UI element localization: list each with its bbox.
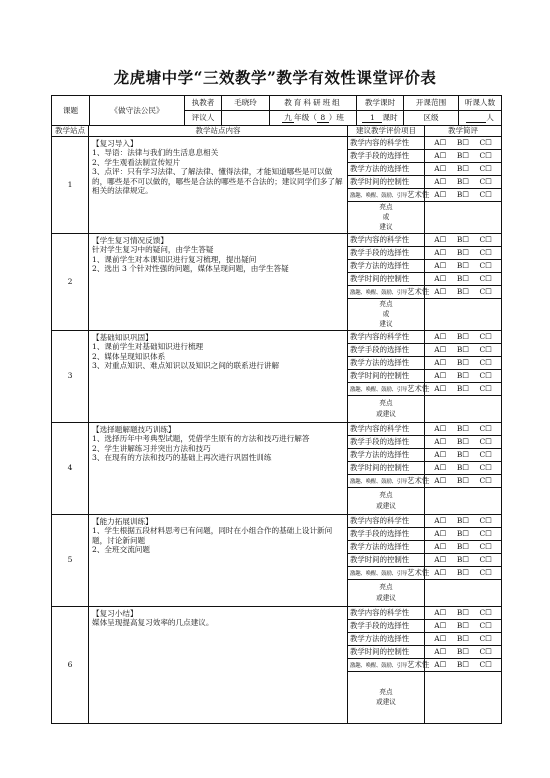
eval-item-label: 教学内容的科学性: [348, 606, 425, 619]
eval-item-label: 教学手段的选择性: [348, 150, 425, 163]
eval-item-label: 教学手段的选择性: [348, 435, 425, 448]
teacher-label: 执教者: [185, 96, 222, 111]
highlight-label-line: 或: [382, 310, 390, 319]
grade-checkbox-a[interactable]: A☐: [434, 450, 447, 460]
grade-checkbox-a[interactable]: A☐: [434, 529, 447, 539]
grade-checkbox-c[interactable]: C☐: [479, 248, 492, 258]
highlight-label-line: 或建议: [376, 593, 396, 602]
eval-grade-cell: [425, 189, 502, 202]
grade-options: [425, 151, 501, 160]
eval-item-label: 教学时间的控制性: [348, 553, 425, 566]
grade-checkbox-b[interactable]: B☐: [456, 476, 469, 486]
content-line: 3、点评：只有学习法律、了解法律、懂得法律，才能知道哪些是可以做的，哪些是不可以做的，哪些是合法的哪些是不合法的；建议同学们多了解相关的法律规定。: [92, 167, 343, 196]
grade-options: [425, 463, 501, 472]
grade-checkbox-c[interactable]: C☐: [479, 463, 492, 473]
eval-item-label: 教学方法的选择性: [348, 632, 425, 645]
grade-checkbox-c[interactable]: C☐: [479, 138, 492, 148]
content-line: 2、学生讲解练习并突出方法和技巧: [92, 443, 211, 453]
eval-item-label: 教学时间的控制性: [348, 176, 425, 189]
grade-checkbox-b[interactable]: B☐: [456, 634, 469, 644]
grade-options: [425, 437, 501, 446]
station-heading: 【复习导入】: [92, 139, 138, 148]
grade-checkbox-a[interactable]: A☐: [434, 516, 447, 526]
eval-grade-cell: [425, 645, 502, 658]
station-number: 1: [52, 137, 89, 234]
grade-options: [425, 529, 501, 538]
grade-checkbox-b[interactable]: B☐: [456, 151, 469, 161]
group-text: 教育科研班组: [284, 98, 342, 108]
eval-item-small-text: 激趣、唤醒、鼓励、引导: [350, 478, 408, 485]
reviewer-label: 评议人: [185, 111, 222, 126]
grade-checkbox-a[interactable]: A☐: [434, 138, 447, 148]
grade-checkbox-c[interactable]: C☐: [479, 542, 492, 552]
eval-item-suffix: 艺术性: [407, 286, 430, 296]
table-row: [52, 422, 502, 435]
eval-item-suffix: 艺术性: [407, 383, 430, 393]
grade-checkbox-b[interactable]: B☐: [456, 608, 469, 618]
station-content: [89, 422, 348, 514]
highlight-input[interactable]: [425, 298, 502, 330]
eval-item-label: [348, 189, 430, 202]
grade-value: 九: [282, 113, 294, 123]
eval-item-label: 教学内容的科学性: [348, 330, 425, 343]
group-label: [270, 96, 357, 111]
grade-checkbox-c[interactable]: C☐: [479, 177, 492, 187]
highlight-label-line: 建议: [379, 223, 393, 232]
class-value: 8: [317, 113, 329, 123]
eval-grade-cell: [425, 632, 502, 645]
station-heading: 【基础知识巩固】: [92, 332, 153, 342]
grade-checkbox-a[interactable]: A☐: [434, 151, 447, 161]
eval-grade-cell: [425, 330, 502, 343]
station-number: 2: [52, 233, 89, 330]
highlight-label-line: 或建议: [376, 698, 396, 707]
eval-grade-cell: [425, 461, 502, 474]
eval-item-label: 教学内容的科学性: [348, 233, 425, 246]
eval-item-label: [348, 474, 430, 487]
grade-options: [425, 138, 501, 147]
grade-checkbox-a[interactable]: A☐: [434, 261, 447, 271]
content-line: 1、学生根据五段材料思考已有问题，同时在小组合作的基础上设计新问题，讨论新问题: [92, 526, 333, 545]
grade-checkbox-c[interactable]: C☐: [479, 424, 492, 434]
grade-checkbox-c[interactable]: C☐: [479, 345, 492, 355]
grade-checkbox-c[interactable]: C☐: [479, 332, 492, 342]
highlight-label-line: 亮点: [379, 583, 393, 592]
eval-grade-cell: [425, 474, 502, 487]
grade-checkbox-b[interactable]: B☐: [456, 621, 469, 631]
grade-checkbox-c[interactable]: C☐: [479, 660, 492, 670]
grade-options: [425, 647, 501, 656]
content-column-header: 教学站点内容: [89, 126, 348, 137]
grade-checkbox-b[interactable]: B☐: [456, 261, 469, 271]
grade-checkbox-b[interactable]: B☐: [456, 555, 469, 565]
grade-checkbox-b[interactable]: B☐: [456, 235, 469, 245]
grade-checkbox-a[interactable]: A☐: [434, 476, 447, 486]
grade-options: [425, 358, 501, 367]
grade-checkbox-a[interactable]: A☐: [434, 424, 447, 434]
eval-grade-cell: [425, 150, 502, 163]
grade-checkbox-b[interactable]: B☐: [456, 164, 469, 174]
eval-item-small-text: 激趣、唤醒、鼓励、引导: [350, 662, 408, 669]
content-line: 媒体呈现提高复习效率的几点建议。: [92, 618, 214, 628]
eval-item-suffix: 艺术性: [407, 190, 430, 200]
eval-item-small-text: 激趣、唤醒、鼓励、引导: [350, 386, 408, 393]
content-line: 针对学生复习中的疑问，由学生答疑: [92, 245, 214, 255]
eval-item-label: 教学时间的控制性: [348, 369, 425, 382]
grade-checkbox-a[interactable]: A☐: [434, 621, 447, 631]
highlight-input[interactable]: [425, 579, 502, 606]
eval-grade-cell: [425, 619, 502, 632]
grade-class-cell: 九 年级（ 8 ）班: [270, 111, 357, 126]
grade-options: [425, 568, 501, 577]
station-column-header: 教学站点: [52, 126, 89, 137]
grade-checkbox-a[interactable]: A☐: [434, 555, 447, 565]
eval-grade-cell: [425, 527, 502, 540]
eval-item-suffix: 艺术性: [407, 659, 430, 669]
highlight-label-line: 建议: [379, 320, 393, 329]
attendees-value-cell: 人: [459, 111, 502, 126]
grade-checkbox-c[interactable]: C☐: [479, 287, 492, 297]
header-table: [51, 95, 502, 126]
highlight-label-line: 或: [382, 213, 390, 222]
eval-item-label: 教学方法的选择性: [348, 540, 425, 553]
grade-options: [425, 476, 501, 485]
grade-checkbox-b[interactable]: B☐: [456, 450, 469, 460]
grade-checkbox-a[interactable]: A☐: [434, 190, 447, 200]
station-content: [89, 330, 348, 422]
eval-item-label: 教学手段的选择性: [348, 246, 425, 259]
grade-checkbox-b[interactable]: B☐: [456, 287, 469, 297]
grade-checkbox-c[interactable]: C☐: [479, 151, 492, 161]
grade-checkbox-a[interactable]: A☐: [434, 371, 447, 381]
grade-options: [425, 345, 501, 354]
content-line: 1、选择历年中考典型试题，凭借学生原有的方法和技巧进行解答: [92, 434, 310, 444]
grade-checkbox-a[interactable]: A☐: [434, 437, 447, 447]
grade-options: [425, 516, 501, 525]
eval-item-label: 教学方法的选择性: [348, 259, 425, 272]
content-line: 1、导语：法律与我们的生活息息相关: [92, 148, 219, 158]
grade-checkbox-a[interactable]: A☐: [434, 177, 447, 187]
table-row: [52, 514, 502, 527]
eval-item-small-text: 激趣、唤醒、鼓励、引导: [350, 570, 408, 577]
table-row: [52, 330, 502, 343]
eval-item-label: 教学内容的科学性: [348, 514, 425, 527]
eval-grade-cell: [425, 514, 502, 527]
grade-checkbox-c[interactable]: C☐: [479, 634, 492, 644]
grade-checkbox-a[interactable]: A☐: [434, 164, 447, 174]
content-line: 1、课前学生对本课知识进行复习梳理，提出疑问: [92, 254, 257, 264]
grade-checkbox-c[interactable]: C☐: [479, 190, 492, 200]
grade-options: [425, 274, 501, 283]
hours-label: 教学课时: [357, 96, 404, 111]
grade-checkbox-a[interactable]: A☐: [434, 634, 447, 644]
station-heading: 【选择题解题技巧训练】: [92, 424, 176, 434]
content-line: 2、学生观看法制宣传短片: [92, 157, 181, 167]
eval-item-label: 教学内容的科学性: [348, 137, 425, 150]
grade-checkbox-b[interactable]: B☐: [456, 660, 469, 670]
eval-grade-cell: [425, 285, 502, 298]
station-content: [89, 137, 348, 234]
eval-grade-cell: [425, 246, 502, 259]
grade-checkbox-b[interactable]: B☐: [456, 384, 469, 394]
grade-checkbox-a[interactable]: A☐: [434, 345, 447, 355]
eval-item-label: [348, 566, 430, 579]
eval-item-label: 教学时间的控制性: [348, 272, 425, 285]
grade-checkbox-c[interactable]: C☐: [479, 358, 492, 368]
station-heading: 【能力拓展训练】: [92, 516, 153, 526]
grade-checkbox-b[interactable]: B☐: [456, 529, 469, 539]
grade-checkbox-b[interactable]: B☐: [456, 345, 469, 355]
content-line: 2、全班交流问题: [92, 545, 150, 555]
grade-checkbox-b[interactable]: B☐: [456, 424, 469, 434]
grade-options: [425, 542, 501, 551]
grade-checkbox-c[interactable]: C☐: [479, 647, 492, 657]
grade-checkbox-b[interactable]: B☐: [456, 371, 469, 381]
grade-checkbox-a[interactable]: A☐: [434, 660, 447, 670]
grade-options: [425, 248, 501, 257]
eval-grade-cell: [425, 356, 502, 369]
eval-grade-cell: [425, 259, 502, 272]
eval-grade-cell: [425, 369, 502, 382]
eval-column-header: 教学简评: [425, 126, 502, 137]
content-line: 1、课前学生对基础知识进行梳理: [92, 342, 204, 352]
eval-grade-cell: [425, 137, 502, 150]
highlight-label: [348, 487, 425, 514]
highlight-label: [348, 202, 425, 234]
grade-checkbox-c[interactable]: C☐: [479, 529, 492, 539]
grade-checkbox-c[interactable]: C☐: [479, 164, 492, 174]
grade-options: [425, 261, 501, 270]
highlight-input[interactable]: [425, 202, 502, 234]
eval-item-small-text: 激趣、唤醒、鼓励、引导: [350, 193, 408, 200]
grade-checkbox-a[interactable]: A☐: [434, 332, 447, 342]
grade-checkbox-c[interactable]: C☐: [479, 476, 492, 486]
eval-grade-cell: [425, 422, 502, 435]
hours-value: 1: [362, 113, 382, 123]
highlight-label: [348, 395, 425, 422]
station-content: [89, 606, 348, 723]
grade-checkbox-a[interactable]: A☐: [434, 248, 447, 258]
grade-checkbox-a[interactable]: A☐: [434, 287, 447, 297]
grade-checkbox-b[interactable]: B☐: [456, 568, 469, 578]
highlight-label-line: 亮点: [379, 299, 393, 308]
grade-checkbox-c[interactable]: C☐: [479, 516, 492, 526]
scope-label: 开课范围: [404, 96, 459, 111]
grade-checkbox-b[interactable]: B☐: [456, 358, 469, 368]
eval-grade-cell: [425, 566, 502, 579]
eval-grade-cell: [425, 343, 502, 356]
eval-grade-cell: [425, 272, 502, 285]
grade-checkbox-b[interactable]: B☐: [456, 437, 469, 447]
highlight-label-line: 亮点: [379, 687, 393, 696]
eval-grade-cell: [425, 233, 502, 246]
grade-checkbox-c[interactable]: C☐: [479, 261, 492, 271]
grade-checkbox-c[interactable]: C☐: [479, 568, 492, 578]
eval-item-label: 教学方法的选择性: [348, 163, 425, 176]
content-line: 3、在现有的方法和技巧的基础上再次进行巩固性训练: [92, 453, 272, 463]
grade-checkbox-c[interactable]: C☐: [479, 235, 492, 245]
eval-item-label: 教学手段的选择性: [348, 343, 425, 356]
grade-options: [425, 164, 501, 173]
eval-item-label: 教学手段的选择性: [348, 619, 425, 632]
eval-item-small-text: 激趣、唤醒、鼓励、引导: [350, 289, 408, 296]
evaluation-table: [51, 125, 502, 724]
eval-grade-cell: [425, 448, 502, 461]
eval-item-label: [348, 382, 430, 395]
hours-value-cell: 1 课时: [357, 111, 404, 126]
grade-options: [425, 450, 501, 459]
grade-checkbox-b[interactable]: B☐: [456, 516, 469, 526]
eval-item-label: 教学方法的选择性: [348, 356, 425, 369]
grade-checkbox-c[interactable]: C☐: [479, 274, 492, 284]
station-number: 6: [52, 606, 89, 723]
topic-label: 课题: [52, 96, 90, 126]
eval-item-suffix: 艺术性: [407, 567, 430, 577]
station-number: 4: [52, 422, 89, 514]
grade-checkbox-b[interactable]: B☐: [456, 463, 469, 473]
grade-checkbox-c[interactable]: C☐: [479, 371, 492, 381]
station-heading: 【复习小结】: [92, 608, 138, 618]
grade-options: [425, 332, 501, 341]
station-number: 3: [52, 330, 89, 422]
grade-checkbox-b[interactable]: B☐: [456, 177, 469, 187]
grade-checkbox-a[interactable]: A☐: [434, 384, 447, 394]
table-row: [52, 233, 502, 246]
grade-checkbox-a[interactable]: A☐: [434, 608, 447, 618]
grade-options: [425, 384, 501, 393]
eval-item-label: 教学时间的控制性: [348, 645, 425, 658]
teacher-value: 毛晓玲: [222, 96, 270, 111]
highlight-label-line: 亮点: [379, 491, 393, 500]
eval-grade-cell: [425, 658, 502, 671]
highlight-label: [348, 579, 425, 606]
station-heading: 【学生复习情况反馈】: [92, 235, 168, 245]
eval-item-label: 教学方法的选择性: [348, 448, 425, 461]
highlight-input[interactable]: [425, 395, 502, 422]
grade-options: [425, 177, 501, 186]
eval-item-label: 教学时间的控制性: [348, 461, 425, 474]
grade-checkbox-a[interactable]: A☐: [434, 235, 447, 245]
highlight-label: [348, 298, 425, 330]
highlight-label-line: 亮点: [379, 203, 393, 211]
grade-checkbox-a[interactable]: A☐: [434, 647, 447, 657]
highlight-input[interactable]: [425, 487, 502, 514]
eval-grade-cell: [425, 606, 502, 619]
eval-item-suffix: 艺术性: [407, 475, 430, 485]
eval-grade-cell: [425, 176, 502, 189]
station-content: [89, 514, 348, 606]
grade-options: [425, 621, 501, 630]
grade-options: [425, 287, 501, 296]
eval-item-label: [348, 658, 430, 671]
grade-options: [425, 371, 501, 380]
grade-checkbox-b[interactable]: B☐: [456, 190, 469, 200]
eval-grade-cell: [425, 540, 502, 553]
grade-options: [425, 660, 501, 669]
content-line: 3、对重点知识、难点知识以及知识之间的联系进行讲解: [92, 361, 280, 371]
eval-grade-cell: [425, 382, 502, 395]
highlight-label-line: 或建议: [376, 409, 396, 418]
table-row: [52, 137, 502, 150]
reviewer-value[interactable]: [222, 111, 270, 126]
grade-checkbox-b[interactable]: B☐: [456, 542, 469, 552]
table-row: [52, 606, 502, 619]
grade-checkbox-a[interactable]: A☐: [434, 568, 447, 578]
attendees-blank[interactable]: [466, 113, 486, 123]
eval-grade-cell: [425, 553, 502, 566]
grade-checkbox-c[interactable]: C☐: [479, 555, 492, 565]
content-line: 2、选出 3 个针对性强的问题，媒体呈现问题，由学生答疑: [92, 264, 289, 274]
grade-options: [425, 424, 501, 433]
items-column-header: 建议教学评价项目: [348, 126, 425, 137]
grade-options: [425, 634, 501, 643]
grade-options: [425, 555, 501, 564]
grade-checkbox-a[interactable]: A☐: [434, 274, 447, 284]
grade-checkbox-a[interactable]: A☐: [434, 358, 447, 368]
highlight-label-line: 或建议: [376, 501, 396, 510]
grade-checkbox-c[interactable]: C☐: [479, 384, 492, 394]
grade-checkbox-c[interactable]: C☐: [479, 621, 492, 631]
grade-checkbox-b[interactable]: B☐: [456, 332, 469, 342]
grade-checkbox-a[interactable]: A☐: [434, 463, 447, 473]
grade-checkbox-c[interactable]: C☐: [479, 450, 492, 460]
eval-item-label: [348, 285, 430, 298]
grade-checkbox-b[interactable]: B☐: [456, 248, 469, 258]
grade-options: [425, 235, 501, 244]
content-line: 2、媒体呈现知识体系: [92, 351, 166, 361]
highlight-label: [348, 671, 425, 723]
grade-options: [425, 190, 501, 199]
grade-options: [425, 608, 501, 617]
grade-checkbox-b[interactable]: B☐: [456, 647, 469, 657]
grade-checkbox-c[interactable]: C☐: [479, 437, 492, 447]
eval-item-label: 教学手段的选择性: [348, 527, 425, 540]
eval-grade-cell: [425, 435, 502, 448]
scope-value: 区级: [404, 111, 459, 126]
highlight-input[interactable]: [425, 671, 502, 723]
attendees-label: 听课人数: [459, 96, 502, 111]
station-number: 5: [52, 514, 89, 606]
grade-checkbox-b[interactable]: B☐: [456, 274, 469, 284]
grade-checkbox-a[interactable]: A☐: [434, 542, 447, 552]
eval-grade-cell: [425, 163, 502, 176]
grade-checkbox-b[interactable]: B☐: [456, 138, 469, 148]
eval-item-label: 教学内容的科学性: [348, 422, 425, 435]
highlight-label-line: 亮点: [379, 399, 393, 408]
grade-checkbox-c[interactable]: C☐: [479, 608, 492, 618]
page-title: 龙虎塘中学“三效教学”教学有效性课堂评价表: [113, 68, 437, 87]
topic-value: 《做守法公民》: [90, 96, 185, 126]
station-content: [89, 233, 348, 330]
